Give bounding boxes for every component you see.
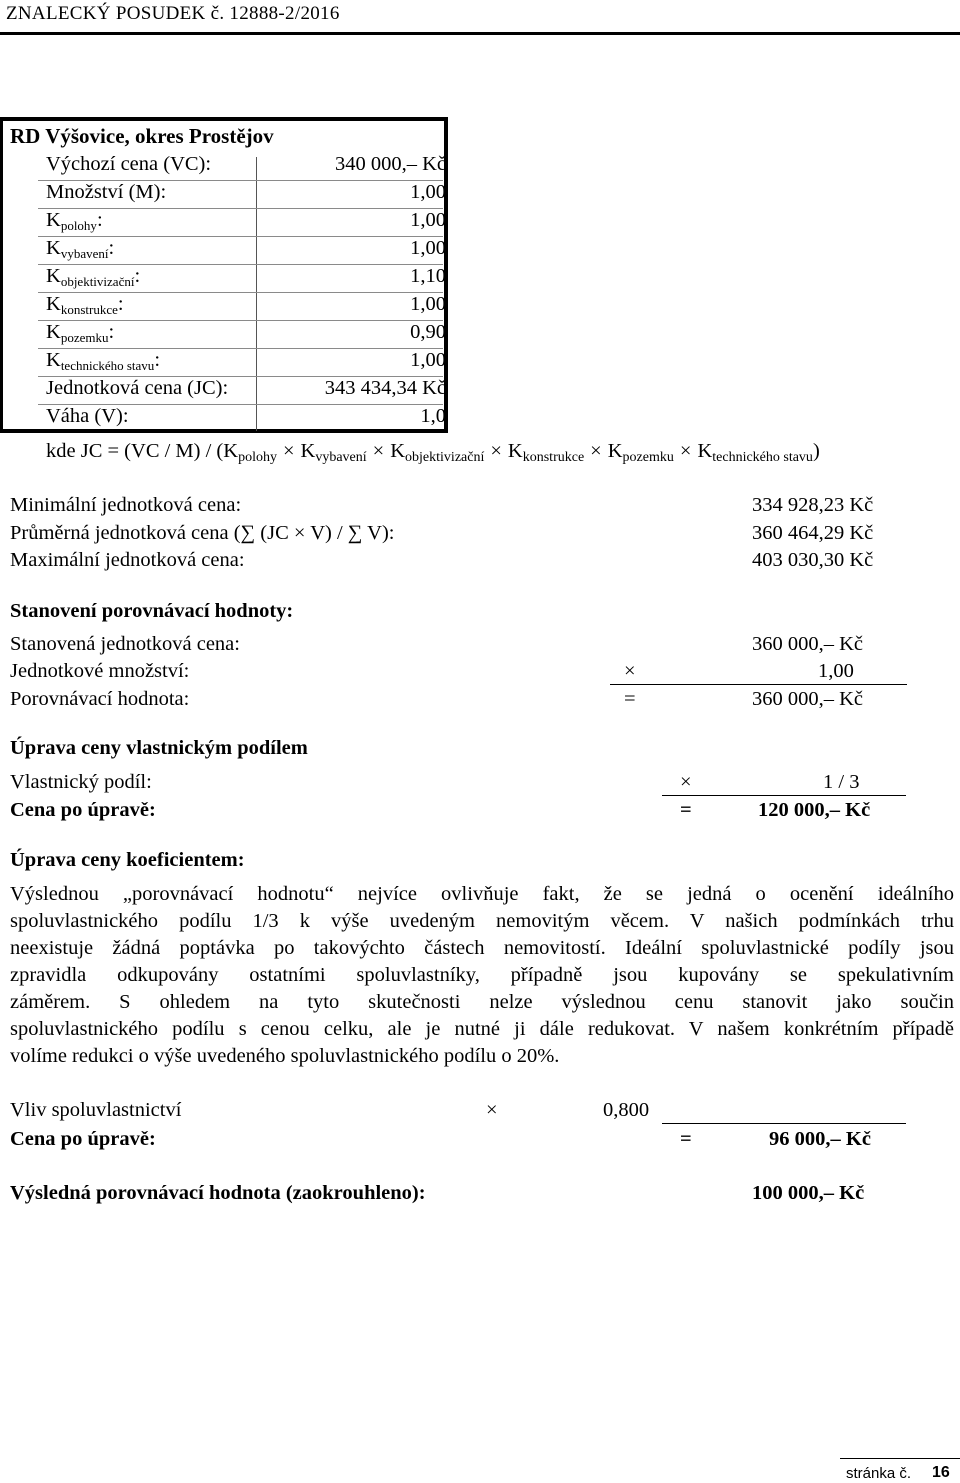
podil-row2-value: 120 000,– Kč: [758, 799, 871, 821]
equals-operator: =: [680, 799, 692, 821]
paragraph-line: zpravidla odkupovány ostatními spoluvlastníky, případně jsou kupovány se spekulativním: [10, 965, 954, 986]
box-row-label: Množství (M):: [46, 181, 167, 203]
stanoveni-row2-label: Jednotkové množství:: [10, 660, 190, 682]
stanoveni-heading: Stanovení porovnávací hodnoty:: [10, 600, 294, 622]
koeficient-cena-label: Cena po úpravě:: [10, 1128, 156, 1150]
box-row-value: 1,00: [410, 181, 446, 203]
paragraph-line: volíme redukci o výše uvedeného spoluvlastnického podílu o 20%.: [10, 1045, 560, 1067]
box-column-divider: [256, 157, 257, 431]
footer-divider: [840, 1458, 960, 1459]
vliv-label: Vliv spoluvlastnictví: [10, 1099, 182, 1121]
avg-price-label: Průměrná jednotková cena (∑ (JC × V) / ∑ V):: [10, 522, 395, 544]
min-price-label: Minimální jednotková cena:: [10, 494, 242, 516]
box-row-value: 343 434,34 Kč: [324, 377, 446, 399]
koeficient-sum-rule: [662, 1123, 906, 1124]
box-row-divider: [38, 320, 443, 321]
box-row-label: $K_{technického stavu}$:: [46, 349, 161, 373]
box-row-value: 1,00: [410, 237, 446, 259]
formula-line: kde JC = $(VC / M) / (K_{polohy} \times K_{vybavení} \times K_{objektivizační} \times K_{konstrukce} \times K_{pozemku} \times K_{technického stavu})$: [46, 440, 820, 465]
document-header-title: ZNALECKÝ POSUDEK č. 12888-2/2016: [6, 3, 340, 24]
stanoveni-row3-value: 360 000,– Kč: [752, 688, 864, 710]
final-value-label: Výsledná porovnávací hodnota (zaokrouhleno):: [10, 1182, 426, 1204]
box-row-divider: [38, 348, 443, 349]
footer-page-number: 16: [932, 1464, 950, 1481]
stanoveni-row1-label: Stanovená jednotková cena:: [10, 633, 240, 655]
podil-row2-label: Cena po úpravě:: [10, 799, 156, 821]
box-row-value: 1,0: [420, 405, 446, 427]
box-row-value: 1,00: [410, 293, 446, 315]
box-row-label: $K_{pozemku}$:: [46, 321, 115, 345]
paragraph-line: neexistuje žádná poptávka po takovýchto částech nemovitostí. Ideální spoluvlastnické podíly jsou: [10, 938, 954, 959]
header-divider: [0, 32, 960, 35]
box-title: RD Výšovice, okres Prostějov: [10, 124, 274, 148]
box-row-divider: [38, 292, 443, 293]
max-price-value: 403 030,30 Kč: [752, 549, 874, 571]
koeficient-heading: Úprava ceny koeficientem:: [10, 849, 245, 871]
equals-operator: =: [624, 688, 636, 710]
paragraph-line: spoluvlastnického podílu 1/3 k výše uvedeným nemovitým věcem. V našich podmínkách trhu: [10, 911, 954, 932]
koeficient-cena-value: 96 000,– Kč: [769, 1128, 871, 1150]
box-row-label: $K_{konstrukce}$:: [46, 293, 124, 317]
box-row-value: 1,00: [410, 349, 446, 371]
box-row-label: $K_{vybavení}$:: [46, 237, 115, 261]
podil-row1-label: Vlastnický podíl:: [10, 771, 152, 793]
max-price-label: Maximální jednotková cena:: [10, 549, 245, 571]
box-row-value: 340 000,– Kč: [334, 153, 446, 175]
paragraph-line: Výslednou „porovnávací hodnotu“ nejvíce ovlivňuje fakt, že se jedná o ocenění ideálního: [10, 884, 954, 905]
box-row-value: 1,10: [410, 265, 446, 287]
box-row-divider: [38, 264, 443, 265]
box-row-label: Váha (V):: [46, 405, 129, 427]
box-row-value: 1,00: [410, 209, 446, 231]
box-row-divider: [38, 236, 443, 237]
box-row-label: $K_{polohy}$:: [46, 209, 103, 233]
podil-sum-rule: [662, 795, 906, 796]
multiply-operator: ×: [680, 771, 692, 793]
box-row-label: Výchozí cena (VC):: [46, 153, 212, 175]
equals-operator: =: [680, 1128, 692, 1150]
podil-row1-value: 1 / 3: [823, 771, 860, 793]
final-value: 100 000,– Kč: [752, 1182, 865, 1204]
avg-price-value: 360 464,29 Kč: [752, 522, 874, 544]
multiply-operator: ×: [486, 1099, 498, 1121]
paragraph-line: spoluvlastnického podílu s cenou celku, ale je nutné ji dále redukovat. V našem konkrétním případě: [10, 1019, 954, 1040]
vliv-value: 0,800: [603, 1099, 650, 1121]
multiply-operator: ×: [624, 660, 636, 682]
min-price-value: 334 928,23 Kč: [752, 494, 874, 516]
podil-heading: Úprava ceny vlastnickým podílem: [10, 737, 308, 759]
stanoveni-row3-label: Porovnávací hodnota:: [10, 688, 190, 710]
box-row-label: Jednotková cena (JC):: [46, 377, 229, 399]
stanoveni-sum-rule: [610, 684, 907, 685]
box-row-value: 0,90: [410, 321, 446, 343]
stanoveni-row1-value: 360 000,– Kč: [752, 633, 864, 655]
footer-page-label: stránka č.: [846, 1465, 912, 1482]
box-row-label: $K_{objektivizační}$:: [46, 265, 141, 289]
stanoveni-row2-value: 1,00: [818, 660, 854, 682]
paragraph-line: záměrem. S ohledem na tyto skutečnosti nelze výslednou cenu stanovit jako součin: [10, 992, 954, 1013]
